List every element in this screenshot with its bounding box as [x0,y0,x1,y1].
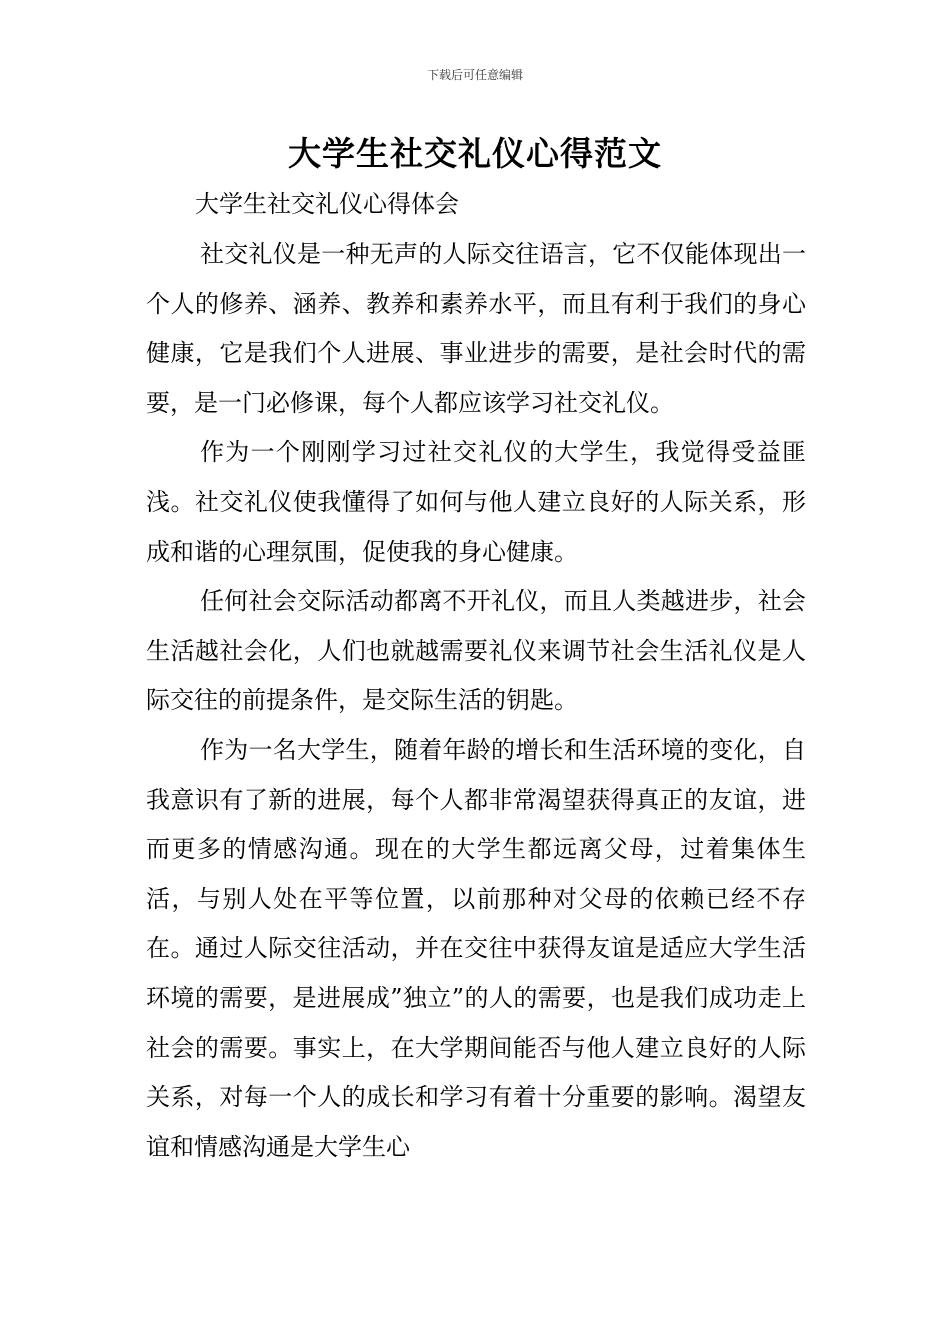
document-body [146,230,806,1172]
document-title: 大学生社交礼仪心得范文 [288,134,662,173]
document-subtitle: 大学生社交礼仪心得体会 [195,190,459,218]
paragraph-4: 作为一名大学生，随着年龄的增长和生活环境的变化，自我意识有了新的进展，每个人都非常渴望获得真正的友谊，进而更多的情感沟通。现在的大学生都远离父母，过着集体生活，与别人处在平等位置，以前那种对父母的依赖已经不存在。通过人际交往活动，并在交往中获得友谊是适应大学生活环境的需要，是进展成”独立”的人的需要，也是我们成功走上社会的需要。事实上，在大学期间能否与他人建立良好的人际关系，对每一个人的成长和学习有着十分重要的影响。渴望友谊和情感沟通是大学生心 [146,735,806,1161]
header-note: 下载后可任意编辑 [426,68,523,82]
paragraph-1: 社交礼仪是一种无声的人际交往语言，它不仅能体现出一个人的修养、涵养、教养和素养水平，而且有利于我们的身心健康，它是我们个人进展、事业进步的需要，是社会时代的需要，是一门必修课，每个人都应该学习社交礼仪。 [146,240,806,417]
paragraph-3: 任何社会交际活动都离不开礼仪，而且人类越进步，社会生活越社会化，人们也就越需要礼仪来调节社会生活礼仪是人际交往的前提条件，是交际生活的钥匙。 [146,587,806,715]
paragraph-2: 作为一个刚刚学习过社交礼仪的大学生，我觉得受益匪浅。社交礼仪使我懂得了如何与他人建立良好的人际关系，形成和谐的心理氛围，促使我的身心健康。 [146,438,806,566]
